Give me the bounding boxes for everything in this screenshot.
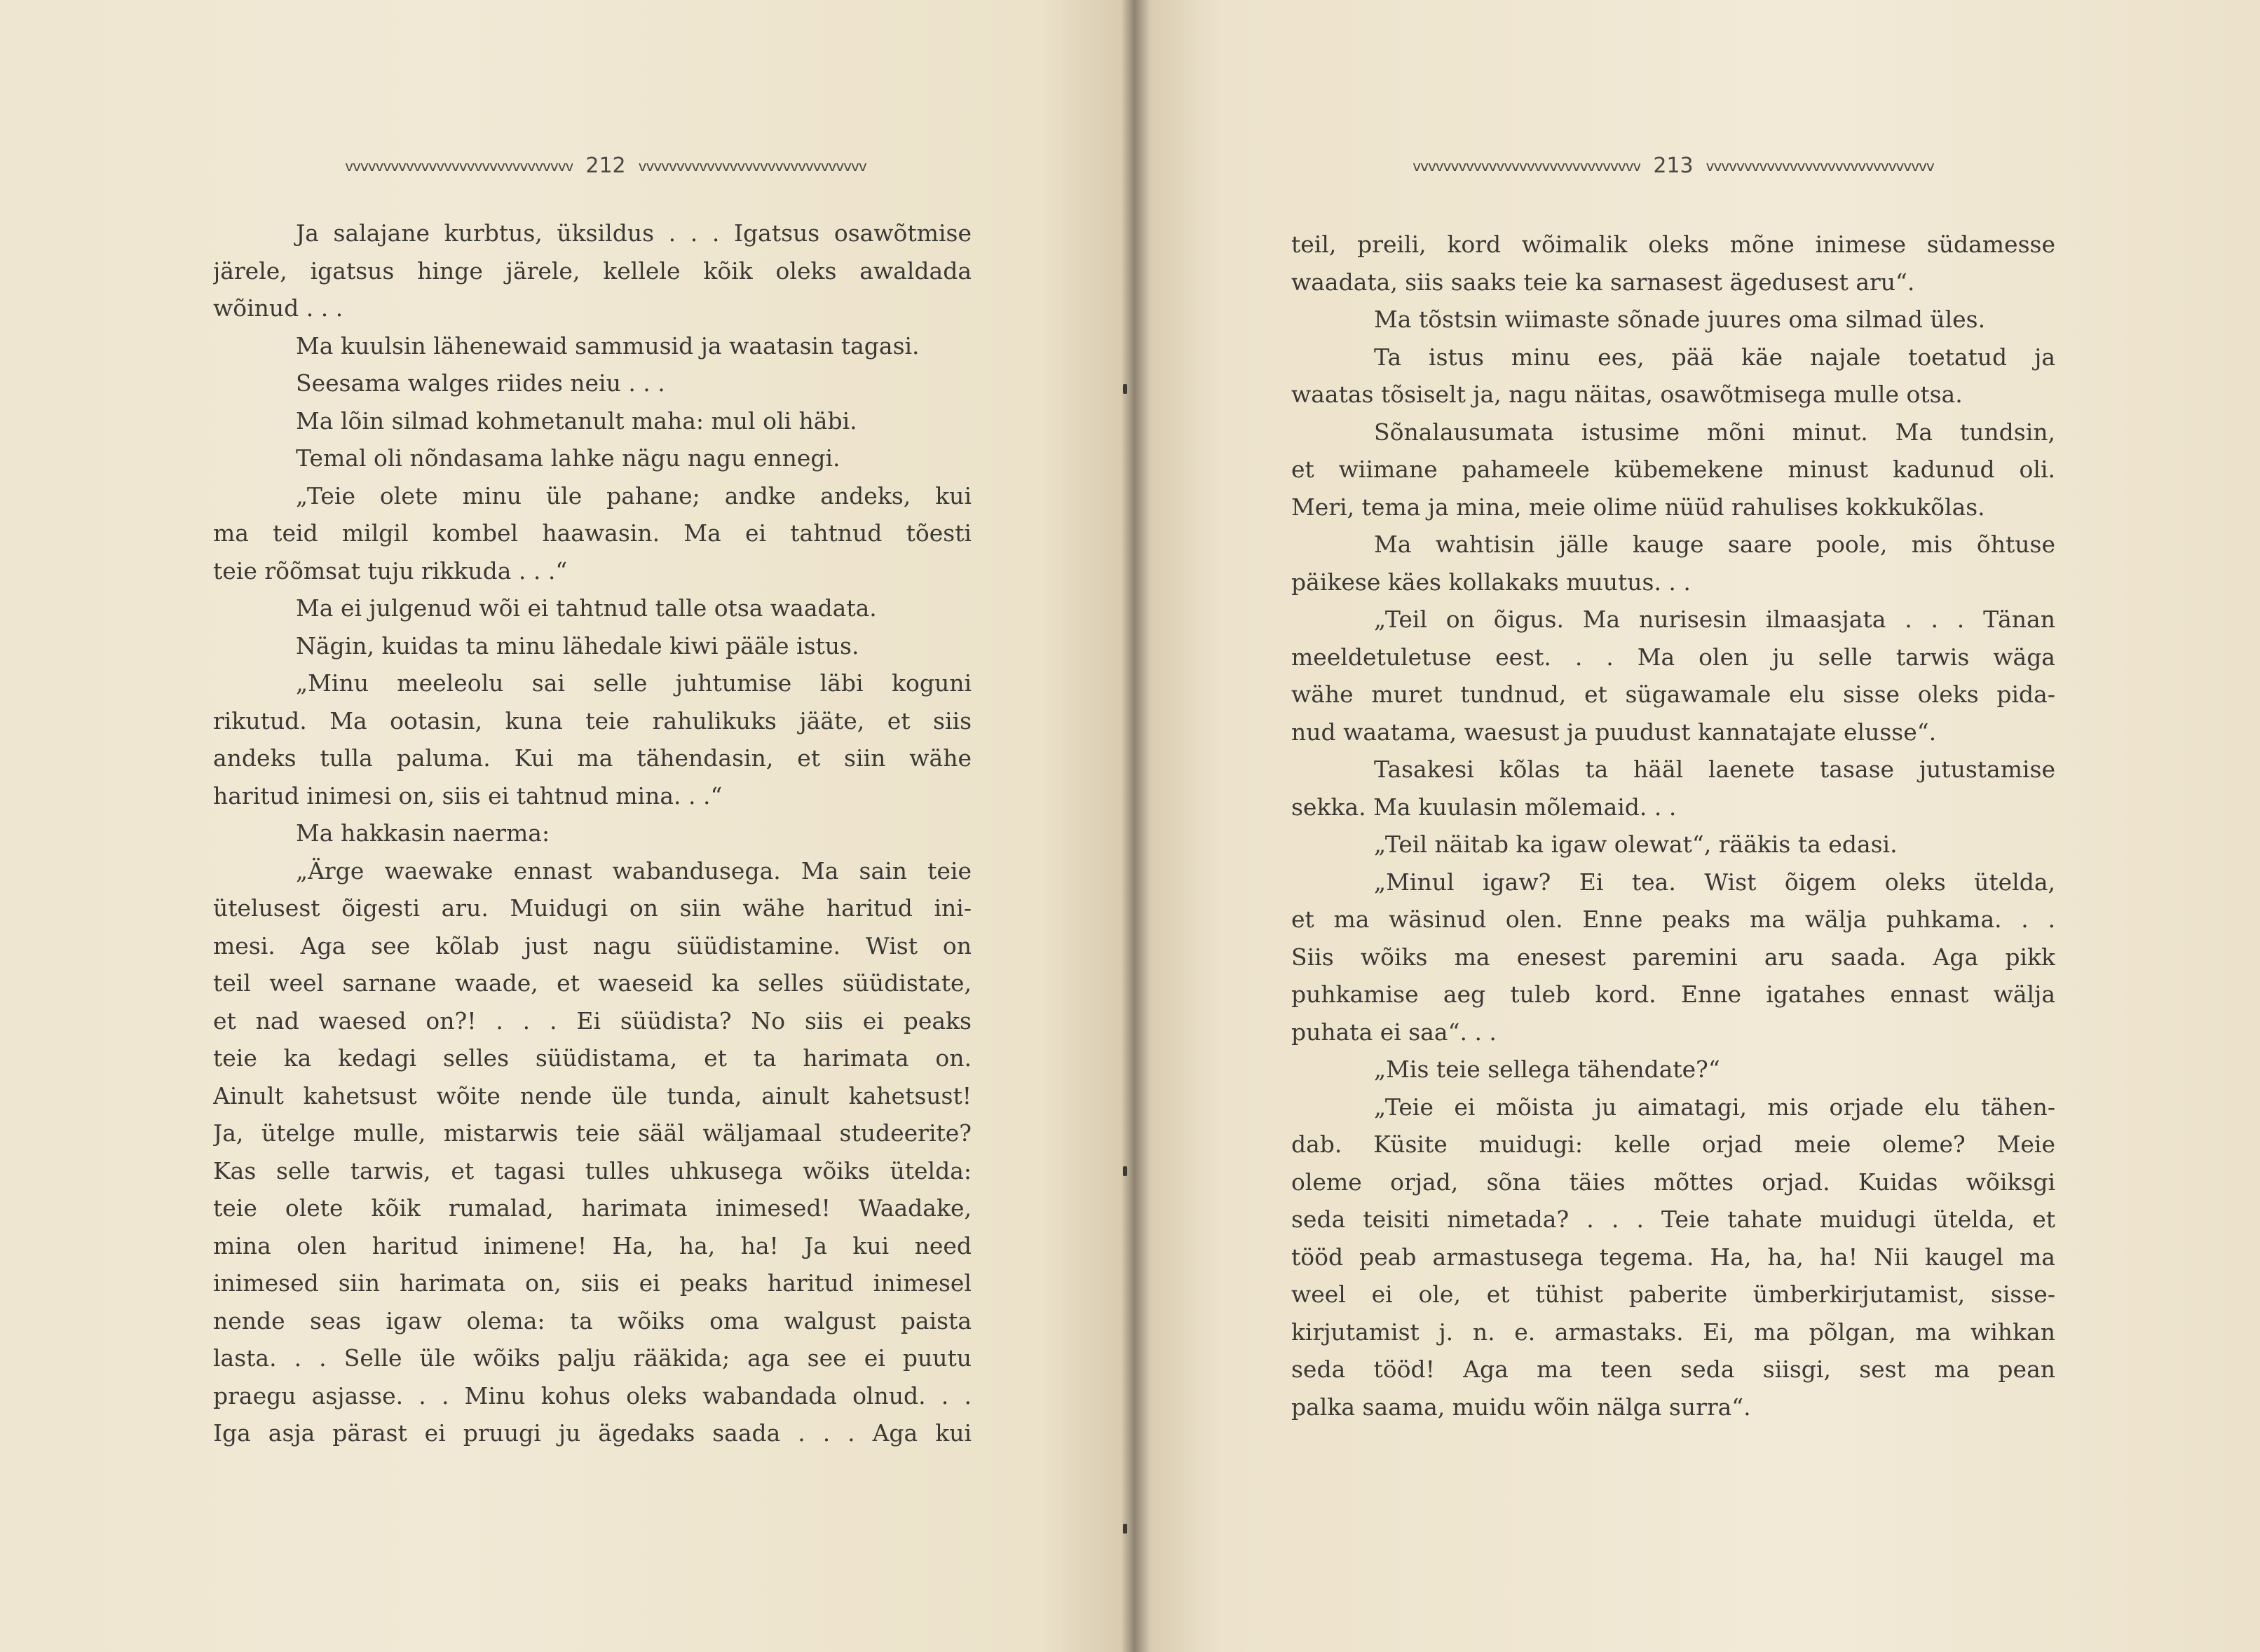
text-line: päikese käes kollakaks muutus. . . xyxy=(1291,568,1691,596)
text-line: teil weel sarnane waade, et waeseid ka selles süüdistate, xyxy=(213,969,972,997)
right-page-text xyxy=(1291,226,2055,1426)
binding-thread-mark xyxy=(1123,1524,1127,1534)
text-line: Ta istus minu ees, pää käe najale toetatud ja xyxy=(1374,343,2055,371)
text-line: Ma tõstsin wiimaste sõnade juures oma silmad üles. xyxy=(1374,306,1986,333)
right-head-ornament-right: vvvvvvvvvvvvvvvvvvvvvvvvvvvvvv xyxy=(1706,158,1934,175)
text-line: dab. Küsite muidugi: kelle orjad meie oleme? Meie xyxy=(1291,1131,2055,1158)
text-line: Ja salajane kurbtus, üksildus . . . Igatsus osawõtmise xyxy=(296,219,972,247)
text-line: inimesed siin harimata on, siis ei peaks haritud inimesel xyxy=(213,1269,972,1297)
text-line: sekka. Ma kuulasin mõlemaid. . . xyxy=(1291,793,1677,821)
text-line: Seesama walges riides neiu . . . xyxy=(296,369,665,397)
left-head-ornament-right: vvvvvvvvvvvvvvvvvvvvvvvvvvvvvv xyxy=(638,158,866,175)
text-line: palka saama, muidu wõin nälga surra“. xyxy=(1291,1393,1751,1421)
text-line: Ainult kahetsust wõite nende üle tunda, ainult kahetsust! xyxy=(213,1081,972,1110)
right-head-ornament-left: vvvvvvvvvvvvvvvvvvvvvvvvvvvvvv xyxy=(1412,158,1641,175)
text-line: „Teil näitab ka igaw olewat“, rääkis ta edasi. xyxy=(1374,831,1898,858)
text-line: Temal oli nõndasama lahke nägu nagu ennegi. xyxy=(296,444,840,472)
text-line: Iga asja pärast ei pruugi ju ägedaks saada . . . Aga kui xyxy=(213,1419,972,1447)
text-line: weel ei ole, et tühist paberite ümberkirjutamist, sisse- xyxy=(1291,1281,2055,1308)
text-line: „Teie olete minu üle pahane; andke andeks, kui xyxy=(296,482,972,510)
text-line: teie ka kedagi selles süüdistama, et ta harimata on. xyxy=(213,1044,972,1072)
text-line: andeks tulla paluma. Kui ma tähendasin, et siin wähe xyxy=(213,744,972,772)
text-line: waadata, siis saaks teie ka sarnasest ägedusest aru“. xyxy=(1291,268,1915,296)
text-line: wähe muret tundnud, et sügawamale elu sisse oleks pida- xyxy=(1291,681,2055,708)
text-line: Ja, ütelge mulle, mistarwis teie sääl wäljamaal studeerite? xyxy=(213,1119,972,1147)
right-page xyxy=(1129,0,2260,1652)
text-line: oleme orjad, sõna täies mõttes orjad. Kuidas wõiksgi xyxy=(1291,1168,2055,1196)
left-running-head xyxy=(230,149,981,184)
text-line: kirjutamist j. n. e. armastaks. Ei, ma põlgan, ma wihkan xyxy=(1291,1318,2055,1346)
text-line: teil, preili, kord wõimalik oleks mõne inimese südamesse xyxy=(1291,231,2055,258)
text-line: „Ärge waewake ennast wabandusega. Ma sain teie xyxy=(296,856,972,885)
text-line: Tasakesi kõlas ta hääl laenete tasase jutustamise xyxy=(1374,756,2055,783)
text-line: Kas selle tarwis, et tagasi tulles uhkusega wõiks ütelda: xyxy=(213,1156,972,1185)
page-number-213: 213 xyxy=(1653,153,1694,178)
text-line: mesi. Aga see kõlab just nagu süüdistamine. Wist on xyxy=(213,931,972,960)
text-line: rikutud. Ma ootasin, kuna teie rahulikuks jääte, et siis xyxy=(213,706,972,735)
text-line: et nad waesed on?! . . . Ei süüdista? No siis ei peaks xyxy=(213,1006,972,1035)
text-line: puhkamise aeg tuleb kord. Enne igatahes ennast wälja xyxy=(1291,981,2055,1008)
text-line: mina olen haritud inimene! Ha, ha, ha! Ja kui need xyxy=(213,1231,972,1260)
text-line: et ma wäsinud olen. Enne peaks ma wälja puhkama. . . xyxy=(1291,906,2055,933)
text-line: puhata ei saa“. . . xyxy=(1291,1018,1497,1046)
text-line: seda tööd! Aga ma teen seda siisgi, sest ma pean xyxy=(1291,1356,2055,1383)
text-line: nende seas igaw olema: ta wõiks oma walgust paista xyxy=(213,1306,972,1334)
text-line: Sõnalausumata istusime mõni minut. Ma tundsin, xyxy=(1374,418,2055,446)
text-line: „Teil on õigus. Ma nurisesin ilmaasjata . . . Tänan xyxy=(1374,606,2055,633)
text-line: teie rõõmsat tuju rikkuda . . .“ xyxy=(213,557,568,585)
text-line: Ma ei julgenud wõi ei tahtnud talle otsa waadata. xyxy=(296,594,877,622)
text-line: Ma hakkasin naerma: xyxy=(296,819,550,847)
text-line: „Minu meeleolu sai selle juhtumise läbi koguni xyxy=(296,669,972,697)
binding-thread-mark xyxy=(1123,1166,1127,1176)
text-line: lasta. . . Selle üle wõiks palju rääkida; aga see ei puutu xyxy=(213,1344,972,1372)
text-line: „Teie ei mõista ju aimatagi, mis orjade elu tähen- xyxy=(1374,1093,2055,1121)
left-head-ornament-left: vvvvvvvvvvvvvvvvvvvvvvvvvvvvvv xyxy=(345,158,573,175)
text-line: ütelusest õigesti aru. Muidugi on siin wähe haritud ini- xyxy=(213,894,972,922)
right-running-head xyxy=(1291,149,2055,184)
text-line: tööd peab armastusega tegema. Ha, ha, ha! Nii kaugel ma xyxy=(1291,1243,2055,1271)
text-line: meeldetuletuse eest. . . Ma olen ju selle tarwis wäga xyxy=(1291,643,2055,671)
text-line: seda teisiti nimetada? . . . Teie tahate muidugi ütelda, et xyxy=(1291,1206,2055,1233)
binding-thread-mark xyxy=(1123,384,1127,394)
text-line: Ma lõin silmad kohmetanult maha: mul oli häbi. xyxy=(296,407,857,435)
text-line: „Mis teie sellega tähendate?“ xyxy=(1374,1056,1720,1083)
left-page-text xyxy=(213,214,972,1452)
text-line: teie olete kõik rumalad, harimata inimesed! Waadake, xyxy=(213,1194,972,1222)
text-line: et wiimane pahameele kübemekene minust kadunud oli. xyxy=(1291,456,2055,483)
text-line: Siis wõiks ma enesest paremini aru saada. Aga pikk xyxy=(1291,943,2055,971)
text-line: praegu asjasse. . . Minu kohus oleks wabandada olnud. . . xyxy=(213,1381,972,1409)
text-line: Nägin, kuidas ta minu lähedale kiwi pääle istus. xyxy=(296,632,859,660)
text-line: Ma kuulsin lähenewaid sammusid ja waatasin tagasi. xyxy=(296,332,920,360)
text-line: wõinud . . . xyxy=(213,294,343,322)
text-line: „Minul igaw? Ei tea. Wist õigem oleks ütelda, xyxy=(1374,868,2055,896)
left-page xyxy=(0,0,1122,1652)
text-line: järele, igatsus hinge järele, kellele kõik oleks awaldada xyxy=(213,257,972,285)
text-line: Meri, tema ja mina, meie olime nüüd rahulises kokkukõlas. xyxy=(1291,493,1985,521)
text-line: ma teid milgil kombel haawasin. Ma ei tahtnud tõesti xyxy=(213,519,972,547)
text-line: waatas tõsiselt ja, nagu näitas, osawõtmisega mulle otsa. xyxy=(1291,381,1963,408)
text-line: nud waatama, waesust ja puudust kannatajate elusse“. xyxy=(1291,718,1937,746)
text-line: Ma wahtisin jälle kauge saare poole, mis õhtuse xyxy=(1374,531,2055,558)
text-line: haritud inimesi on, siis ei tahtnud mina. . .“ xyxy=(213,781,723,810)
page-number-212: 212 xyxy=(585,153,626,178)
